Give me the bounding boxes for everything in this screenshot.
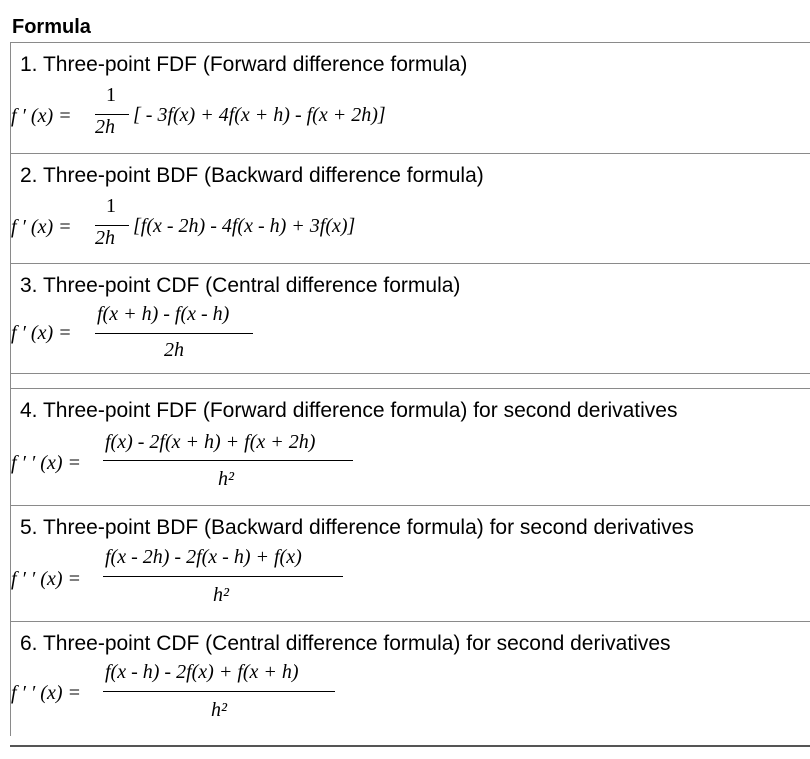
formula-title: 1. Three-point FDF (Forward difference formula) (20, 53, 468, 76)
formula-cell-5 (10, 505, 810, 621)
section-title: Formula (12, 16, 91, 38)
fraction-denominator: 2h (95, 116, 115, 138)
fraction-numerator: f(x - 2h) - 2f(x - h) + f(x) (105, 546, 302, 568)
formula-lhs: f ′ (x) = (11, 216, 72, 238)
formula-lhs: f ′ ′ (x) = (11, 682, 81, 704)
fraction-denominator: h² (211, 699, 227, 721)
fraction-bar (103, 576, 343, 577)
formula-title: 5. Three-point BDF (Backward difference formula) for second derivatives (20, 516, 694, 539)
formula-title: 2. Three-point BDF (Backward difference formula) (20, 164, 484, 187)
formula-rhs: [f(x - 2h) - 4f(x - h) + 3f(x)] (133, 215, 356, 237)
formula-rhs: [ - 3f(x) + 4f(x + h) - f(x + 2h)] (133, 104, 386, 126)
formula-title: 6. Three-point CDF (Central difference formula) for second derivatives (20, 632, 671, 655)
formula-cell-3 (10, 263, 810, 373)
spacer-row (10, 373, 810, 388)
fraction-bar (95, 225, 129, 226)
fraction-bar (95, 333, 253, 334)
formula-lhs: f ′ ′ (x) = (11, 568, 81, 590)
formula-cell-1 (10, 42, 810, 153)
fraction-bar (103, 460, 353, 461)
fraction-numerator: f(x + h) - f(x - h) (97, 303, 230, 325)
formula-lhs: f ′ ′ (x) = (11, 452, 81, 474)
fraction-denominator: h² (213, 584, 229, 606)
fraction-denominator: 2h (164, 339, 184, 361)
fraction-denominator: h² (218, 468, 234, 490)
bottom-divider (10, 745, 810, 747)
fraction-numerator: f(x - h) - 2f(x) + f(x + h) (105, 661, 299, 683)
formula-cell-4 (10, 388, 810, 505)
formula-cell-2 (10, 153, 810, 263)
fraction-denominator: 2h (95, 227, 115, 249)
formula-title: 3. Three-point CDF (Central difference formula) (20, 274, 461, 297)
formula-lhs: f ′ (x) = (11, 322, 72, 344)
fraction-numerator: f(x) - 2f(x + h) + f(x + 2h) (105, 431, 316, 453)
fraction-bar (103, 691, 335, 692)
fraction-bar (95, 114, 129, 115)
formula-title: 4. Three-point FDF (Forward difference formula) for second derivatives (20, 399, 678, 422)
formula-lhs: f ′ (x) = (11, 105, 72, 127)
fraction-numerator: 1 (106, 84, 116, 106)
formula-cell-6 (10, 621, 810, 736)
fraction-numerator: 1 (106, 195, 116, 217)
